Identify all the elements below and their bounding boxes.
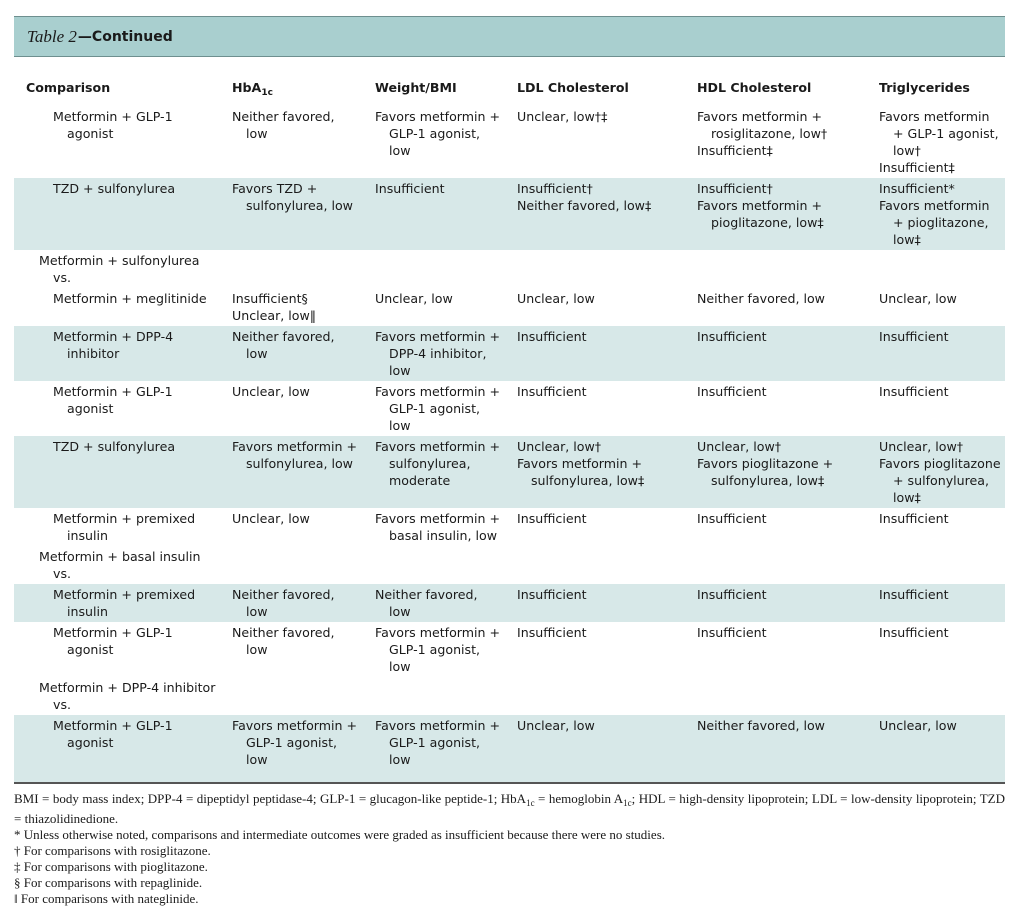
ldl-cell	[505, 715, 685, 783]
cell-value: Insufficient*	[879, 181, 955, 196]
comparison-text: Metformin + GLP-1 agonist	[53, 384, 173, 416]
cell-value: Favors metformin + GLP-1 agonist, low	[375, 109, 501, 158]
comparison-text: Metformin + GLP-1 agonist	[53, 109, 173, 141]
cell-value: Favors metformin + rosiglitazone, low†	[697, 109, 828, 141]
weight-cell	[363, 288, 505, 326]
ldl-cell	[505, 106, 685, 178]
comparison-cell	[14, 250, 220, 288]
hdl-cell	[685, 178, 867, 250]
comparison-text: Metformin + sulfonylurea vs.	[39, 253, 200, 285]
comparison-text: Metformin + basal insulin vs.	[39, 549, 201, 581]
header-hdl: HDL Cholesterol	[697, 80, 812, 95]
ldl-cell	[505, 178, 685, 250]
comparison-cell	[14, 436, 220, 508]
cell-value: Neither favored, low	[375, 587, 478, 619]
cell-value: Unclear, low†‡	[517, 109, 608, 124]
hdl-cell	[685, 715, 867, 783]
triglycerides-cell	[867, 178, 1005, 250]
hba1c-cell	[220, 381, 363, 436]
cell-value: Unclear, low†	[697, 439, 782, 454]
table-container	[14, 0, 1005, 907]
table-row	[14, 715, 1005, 783]
weight-cell	[363, 381, 505, 436]
triglycerides-cell	[867, 715, 1005, 783]
triglycerides-cell	[867, 106, 1005, 178]
weight-cell	[363, 622, 505, 677]
comparison-table	[14, 76, 1005, 783]
cell-value: Neither favored, low	[232, 109, 335, 141]
hdl-cell	[685, 436, 867, 508]
weight-cell	[363, 546, 505, 584]
triglycerides-cell	[867, 381, 1005, 436]
hdl-cell	[685, 326, 867, 381]
header-comparison: Comparison	[26, 80, 111, 95]
cell-value: Insufficient	[879, 329, 949, 344]
cell-value: Neither favored, low	[232, 587, 335, 619]
cell-value: Unclear, low†	[517, 439, 602, 454]
cell-value: Unclear, low	[517, 718, 595, 733]
cell-value: Favors metformin + GLP-1 agonist, low	[375, 384, 501, 433]
footnote-repaglinide: § For comparisons with repaglinide.	[14, 875, 203, 890]
footnote-rosiglitazone: † For comparisons with rosiglitazone.	[14, 843, 211, 858]
hdl-cell	[685, 546, 867, 584]
comparison-cell	[14, 584, 220, 622]
cell-value: Insufficient†	[517, 181, 593, 196]
cell-value: Insufficient	[697, 329, 767, 344]
triglycerides-cell	[867, 677, 1005, 715]
group-header-row	[14, 250, 1005, 288]
comparison-cell	[14, 326, 220, 381]
hba1c-cell	[220, 436, 363, 508]
cell-value: Favors metformin + pioglitazone, low‡	[879, 198, 990, 247]
cell-value: Favors metformin + pioglitazone, low‡	[697, 198, 824, 230]
cell-value: Insufficient	[697, 384, 767, 399]
hba1c-cell	[220, 584, 363, 622]
comparison-text: Metformin + GLP-1 agonist	[53, 625, 173, 657]
triglycerides-cell	[867, 436, 1005, 508]
comparison-cell	[14, 622, 220, 677]
weight-cell	[363, 326, 505, 381]
comparison-text: Metformin + DPP-4 inhibitor vs.	[39, 680, 216, 712]
hdl-cell	[685, 677, 867, 715]
hba1c-cell	[220, 622, 363, 677]
cell-value: Unclear, low‖	[232, 308, 317, 323]
cell-value: Unclear, low	[879, 291, 957, 306]
ldl-cell	[505, 288, 685, 326]
table-row	[14, 381, 1005, 436]
cell-value: Unclear, low†	[879, 439, 964, 454]
ldl-cell	[505, 326, 685, 381]
ldl-cell	[505, 546, 685, 584]
hba1c-cell	[220, 288, 363, 326]
cell-value: Favors metformin + GLP-1 agonist, low	[375, 718, 501, 767]
hdl-cell	[685, 508, 867, 546]
hba1c-cell	[220, 178, 363, 250]
weight-cell	[363, 677, 505, 715]
weight-cell	[363, 584, 505, 622]
cell-value: Insufficient	[517, 625, 587, 640]
table-row	[14, 622, 1005, 677]
table-body	[14, 106, 1005, 783]
cell-value: Neither favored, low	[697, 718, 825, 733]
table-title-bar	[14, 16, 1005, 57]
cell-value: Favors metformin + basal insulin, low	[375, 511, 501, 543]
cell-value: Insufficient	[879, 511, 949, 526]
hba1c-cell	[220, 326, 363, 381]
footnote-pioglitazone: ‡ For comparisons with pioglitazone.	[14, 859, 208, 874]
triglycerides-cell	[867, 584, 1005, 622]
header-ldl: LDL Cholesterol	[517, 80, 629, 95]
cell-value: Insufficient	[879, 384, 949, 399]
ldl-cell	[505, 508, 685, 546]
cell-value: Insufficient	[375, 181, 445, 196]
comparison-cell	[14, 106, 220, 178]
comparison-text: Metformin + meglitinide	[53, 291, 207, 306]
cell-value: Insufficient	[697, 587, 767, 602]
abbrev-sub-1: 1c	[526, 798, 535, 808]
cell-value: Favors metformin + GLP-1 agonist, low	[375, 625, 501, 674]
comparison-cell	[14, 178, 220, 250]
hba1c-cell	[220, 546, 363, 584]
footnote-no-studies: * Unless otherwise noted, comparisons and intermediate outcomes were graded as insufficient because there were no studies.	[14, 827, 665, 842]
abbrev-text-1: BMI = body mass index; DPP-4 = dipeptidyl peptidase-4; GLP-1 = glucagon-like peptide-1; HbA	[14, 791, 527, 806]
hdl-cell	[685, 106, 867, 178]
cell-value: Favors metformin + sulfonylurea, low	[232, 439, 358, 471]
abbrev-sub-2: 1c	[623, 798, 632, 808]
weight-cell	[363, 436, 505, 508]
comparison-cell	[14, 677, 220, 715]
triglycerides-cell	[867, 288, 1005, 326]
cell-value: Insufficient	[697, 625, 767, 640]
group-header-row	[14, 546, 1005, 584]
comparison-text: Metformin + DPP-4 inhibitor	[53, 329, 174, 361]
hba1c-cell	[220, 250, 363, 288]
comparison-text: TZD + sulfonylurea	[53, 181, 176, 196]
weight-cell	[363, 715, 505, 783]
hba1c-cell	[220, 677, 363, 715]
cell-value: Insufficient†	[697, 181, 773, 196]
ldl-cell	[505, 677, 685, 715]
cell-value: Insufficient‡	[879, 160, 955, 175]
comparison-cell	[14, 546, 220, 584]
ldl-cell	[505, 436, 685, 508]
cell-value: Insufficient	[879, 587, 949, 602]
comparison-cell	[14, 715, 220, 783]
triglycerides-cell	[867, 326, 1005, 381]
header-hba1c	[220, 76, 363, 106]
header-weight-bmi: Weight/BMI	[375, 80, 457, 95]
triglycerides-cell	[867, 546, 1005, 584]
hdl-cell	[685, 584, 867, 622]
comparison-cell	[14, 381, 220, 436]
cell-value: Unclear, low	[517, 291, 595, 306]
hba1c-cell	[220, 106, 363, 178]
cell-value: Insufficient	[517, 329, 587, 344]
weight-cell	[363, 250, 505, 288]
cell-value: Neither favored, low	[232, 329, 335, 361]
cell-value: Insufficient	[517, 384, 587, 399]
cell-value: Favors TZD + sulfonylurea, low	[232, 181, 353, 213]
cell-value: Favors metformin + DPP-4 inhibitor, low	[375, 329, 501, 378]
cell-value: Favors pioglitazone + sulfonylurea, low‡	[697, 456, 834, 488]
cell-value: Favors metformin + sulfonylurea, moderate	[375, 439, 501, 488]
abbrev-text-2: = hemoglobin A	[534, 791, 624, 806]
header-hba1c-subscript: 1c	[261, 88, 273, 98]
table-header-row	[14, 76, 1005, 106]
table-title-continued: —Continued	[77, 28, 173, 45]
footnote-nateglinide: ‖ For comparisons with nateglinide.	[14, 891, 199, 906]
hdl-cell	[685, 381, 867, 436]
header-triglycerides: Triglycerides	[879, 80, 970, 95]
table-row	[14, 106, 1005, 178]
triglycerides-cell	[867, 250, 1005, 288]
table-row	[14, 436, 1005, 508]
cell-value: Unclear, low	[232, 384, 310, 399]
table-footnotes	[14, 783, 1005, 907]
comparison-text: Metformin + premixed insulin	[53, 511, 196, 543]
cell-value: Unclear, low	[879, 718, 957, 733]
cell-value: Favors pioglitazone + sulfonylurea, low‡	[879, 456, 1001, 505]
cell-value: Favors metformin + GLP-1 agonist, low†	[879, 109, 999, 158]
cell-value: Insufficient	[517, 511, 587, 526]
cell-value: Insufficient‡	[697, 143, 773, 158]
cell-value: Insufficient	[879, 625, 949, 640]
table-row	[14, 326, 1005, 381]
ldl-cell	[505, 584, 685, 622]
abbrev-text-3: ; HDL = high-density lipoprotein; LDL = low-density lipoprotein; TZD = thiazolidinedione.	[14, 791, 1005, 826]
hba1c-cell	[220, 715, 363, 783]
cell-value: Insufficient	[697, 511, 767, 526]
cell-value: Insufficient§	[232, 291, 308, 306]
table-title-label: Table 2	[27, 26, 77, 46]
hba1c-cell	[220, 508, 363, 546]
abbreviations-note	[14, 791, 1005, 827]
hdl-cell	[685, 250, 867, 288]
weight-cell	[363, 508, 505, 546]
comparison-cell	[14, 508, 220, 546]
cell-value: Insufficient	[517, 587, 587, 602]
cell-value: Neither favored, low‡	[517, 198, 652, 213]
header-hba1c-text: HbA	[232, 80, 262, 95]
cell-value: Neither favored, low	[697, 291, 825, 306]
ldl-cell	[505, 250, 685, 288]
table-row	[14, 508, 1005, 546]
comparison-text: Metformin + GLP-1 agonist	[53, 718, 173, 750]
table-row	[14, 288, 1005, 326]
comparison-text: Metformin + premixed insulin	[53, 587, 196, 619]
cell-value: Unclear, low	[375, 291, 453, 306]
hdl-cell	[685, 622, 867, 677]
group-header-row	[14, 677, 1005, 715]
comparison-text: TZD + sulfonylurea	[53, 439, 176, 454]
cell-value: Favors metformin + GLP-1 agonist, low	[232, 718, 358, 767]
table-row	[14, 178, 1005, 250]
weight-cell	[363, 178, 505, 250]
weight-cell	[363, 106, 505, 178]
cell-value: Neither favored, low	[232, 625, 335, 657]
cell-value: Favors metformin + sulfonylurea, low‡	[517, 456, 645, 488]
ldl-cell	[505, 622, 685, 677]
triglycerides-cell	[867, 622, 1005, 677]
table-row	[14, 584, 1005, 622]
cell-value: Unclear, low	[232, 511, 310, 526]
comparison-cell	[14, 288, 220, 326]
ldl-cell	[505, 381, 685, 436]
triglycerides-cell	[867, 508, 1005, 546]
hdl-cell	[685, 288, 867, 326]
